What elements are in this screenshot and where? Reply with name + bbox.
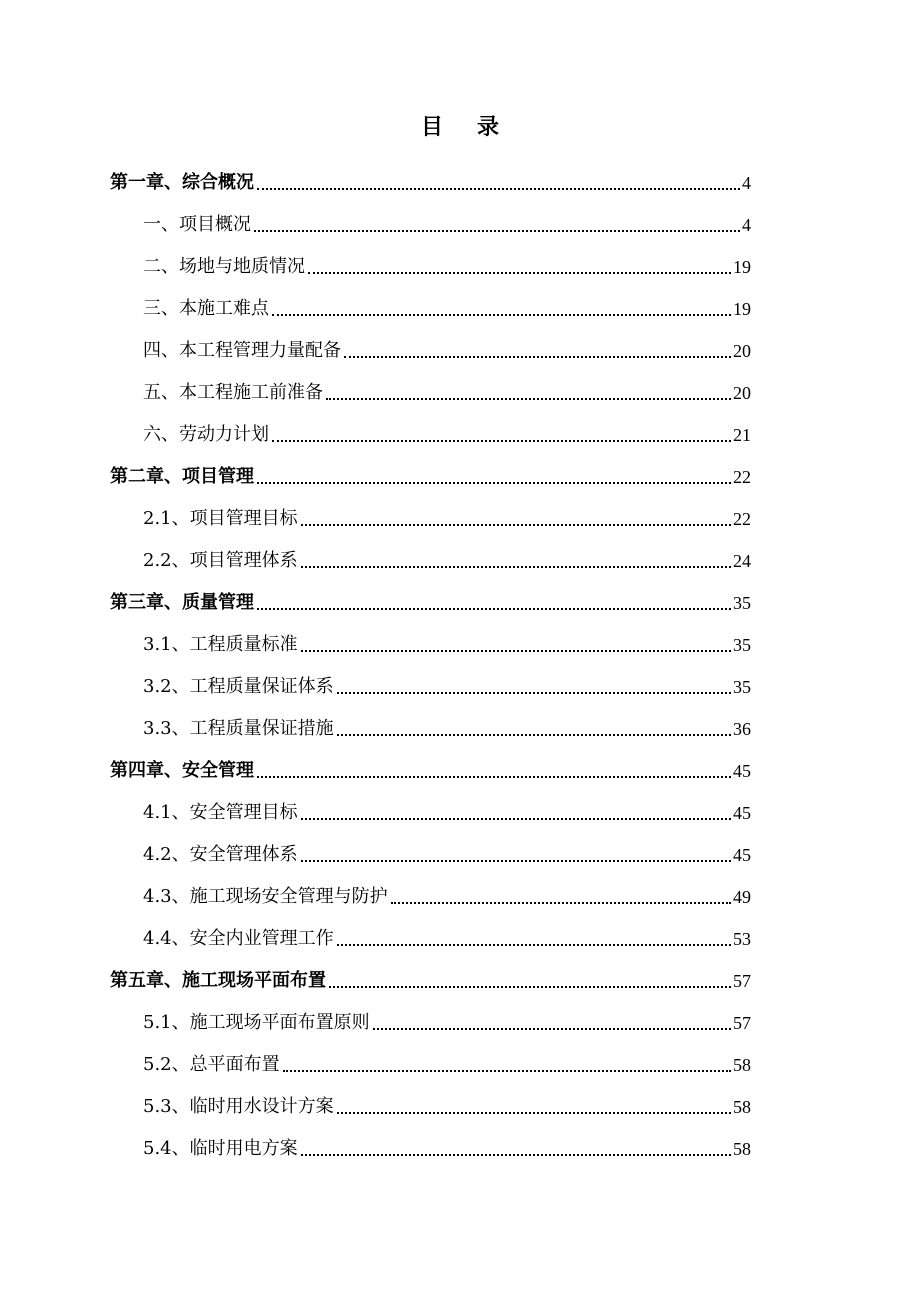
toc-dot-leader	[337, 943, 731, 946]
toc-page-number: 20	[733, 341, 751, 361]
toc-section-entry[interactable]	[110, 790, 751, 832]
toc-page-number: 58	[733, 1139, 751, 1159]
toc-section-entry[interactable]	[110, 916, 751, 958]
toc-entry-text: 四、本工程管理力量配备	[143, 340, 341, 361]
toc-entry-text: 2.2、项目管理体系	[143, 550, 298, 571]
toc-section-entry[interactable]	[110, 664, 751, 706]
toc-section-entry[interactable]	[110, 874, 751, 916]
toc-page-number: 22	[733, 467, 751, 487]
toc-page-number: 49	[733, 887, 751, 907]
toc-page-number: 4	[742, 173, 751, 193]
toc-entry-text: 第四章、安全管理	[110, 760, 254, 781]
toc-section-entry[interactable]	[110, 832, 751, 874]
toc-entry-text: 五、本工程施工前准备	[143, 382, 323, 403]
toc-dot-leader	[301, 1153, 731, 1156]
toc-dot-leader	[272, 313, 731, 316]
toc-chapter-entry[interactable]	[110, 958, 751, 1000]
toc-page-number: 21	[733, 425, 751, 445]
toc-dot-leader	[301, 859, 731, 862]
toc-page-number: 19	[733, 299, 751, 319]
toc-entry-text: 4.3、施工现场安全管理与防护	[143, 886, 388, 907]
toc-page-number: 4	[742, 215, 751, 235]
toc-page-number: 58	[733, 1097, 751, 1117]
toc-section-entry[interactable]	[110, 622, 751, 664]
toc-page-number: 36	[733, 719, 751, 739]
toc-dot-leader	[254, 229, 740, 232]
toc-dot-leader	[257, 775, 731, 778]
toc-dot-leader	[301, 817, 731, 820]
toc-entry-text: 第五章、施工现场平面布置	[110, 970, 326, 991]
toc-dot-leader	[337, 733, 731, 736]
toc-page-number: 45	[733, 761, 751, 781]
toc-section-entry[interactable]	[110, 370, 751, 412]
toc-page-number: 57	[733, 1013, 751, 1033]
toc-dot-leader	[301, 649, 731, 652]
toc-chapter-entry[interactable]	[110, 454, 751, 496]
toc-entry-text: 5.4、临时用电方案	[143, 1138, 298, 1159]
toc-dot-leader	[272, 439, 731, 442]
toc-dot-leader	[337, 1111, 731, 1114]
toc-section-entry[interactable]	[110, 328, 751, 370]
toc-section-entry[interactable]	[110, 1000, 751, 1042]
toc-dot-leader	[391, 901, 731, 904]
toc-entry-text: 5.1、施工现场平面布置原则	[143, 1012, 370, 1033]
toc-entry-text: 2.1、项目管理目标	[143, 508, 298, 529]
toc-dot-leader	[326, 397, 731, 400]
toc-dot-leader	[257, 607, 731, 610]
toc-dot-leader	[308, 271, 731, 274]
toc-dot-leader	[344, 355, 731, 358]
toc-entry-text: 4.4、安全内业管理工作	[143, 928, 334, 949]
toc-chapter-entry[interactable]	[110, 748, 751, 790]
toc-section-entry[interactable]	[110, 286, 751, 328]
toc-entry-text: 5.2、总平面布置	[143, 1054, 280, 1075]
toc-section-entry[interactable]	[110, 244, 751, 286]
toc-entry-text: 第三章、质量管理	[110, 592, 254, 613]
toc-entry-text: 二、场地与地质情况	[143, 256, 305, 277]
toc-page-number: 24	[733, 551, 751, 571]
toc-entry-text: 3.1、工程质量标准	[143, 634, 298, 655]
toc-page-number: 20	[733, 383, 751, 403]
toc-page-number: 22	[733, 509, 751, 529]
toc-entry-text: 5.3、临时用水设计方案	[143, 1096, 334, 1117]
toc-dot-leader	[257, 481, 731, 484]
toc-section-entry[interactable]	[110, 538, 751, 580]
toc-dot-leader	[301, 523, 731, 526]
toc-entry-text: 第一章、综合概况	[110, 172, 254, 193]
toc-section-entry[interactable]	[110, 1042, 751, 1084]
toc-page-number: 19	[733, 257, 751, 277]
toc-section-entry[interactable]	[110, 1126, 751, 1168]
toc-chapter-entry[interactable]	[110, 580, 751, 622]
toc-dot-leader	[257, 187, 740, 190]
toc-chapter-entry[interactable]	[110, 160, 751, 202]
toc-page-number: 45	[733, 803, 751, 823]
toc-title: 目录	[420, 114, 533, 140]
toc-dot-leader	[329, 985, 731, 988]
toc-dot-leader	[283, 1069, 731, 1072]
toc-dot-leader	[373, 1027, 731, 1030]
toc-entry-text: 3.3、工程质量保证措施	[143, 718, 334, 739]
toc-entry-text: 4.2、安全管理体系	[143, 844, 298, 865]
toc-section-entry[interactable]	[110, 496, 751, 538]
toc-entry-text: 第二章、项目管理	[110, 466, 254, 487]
toc-dot-leader	[337, 691, 731, 694]
toc-page-number: 58	[733, 1055, 751, 1075]
toc-page-number: 35	[733, 635, 751, 655]
toc-entry-text: 3.2、工程质量保证体系	[143, 676, 334, 697]
toc-dot-leader	[301, 565, 731, 568]
toc-list	[110, 160, 751, 1168]
toc-page-number: 57	[733, 971, 751, 991]
toc-page-number: 45	[733, 845, 751, 865]
toc-page-number: 35	[733, 677, 751, 697]
toc-page-number: 35	[733, 593, 751, 613]
toc-entry-text: 六、劳动力计划	[143, 424, 269, 445]
toc-entry-text: 4.1、安全管理目标	[143, 802, 298, 823]
toc-page-number: 53	[733, 929, 751, 949]
toc-section-entry[interactable]	[110, 412, 751, 454]
toc-section-entry[interactable]	[110, 1084, 751, 1126]
toc-entry-text: 三、本施工难点	[143, 298, 269, 319]
toc-section-entry[interactable]	[110, 202, 751, 244]
toc-entry-text: 一、项目概况	[143, 214, 251, 235]
toc-section-entry[interactable]	[110, 706, 751, 748]
